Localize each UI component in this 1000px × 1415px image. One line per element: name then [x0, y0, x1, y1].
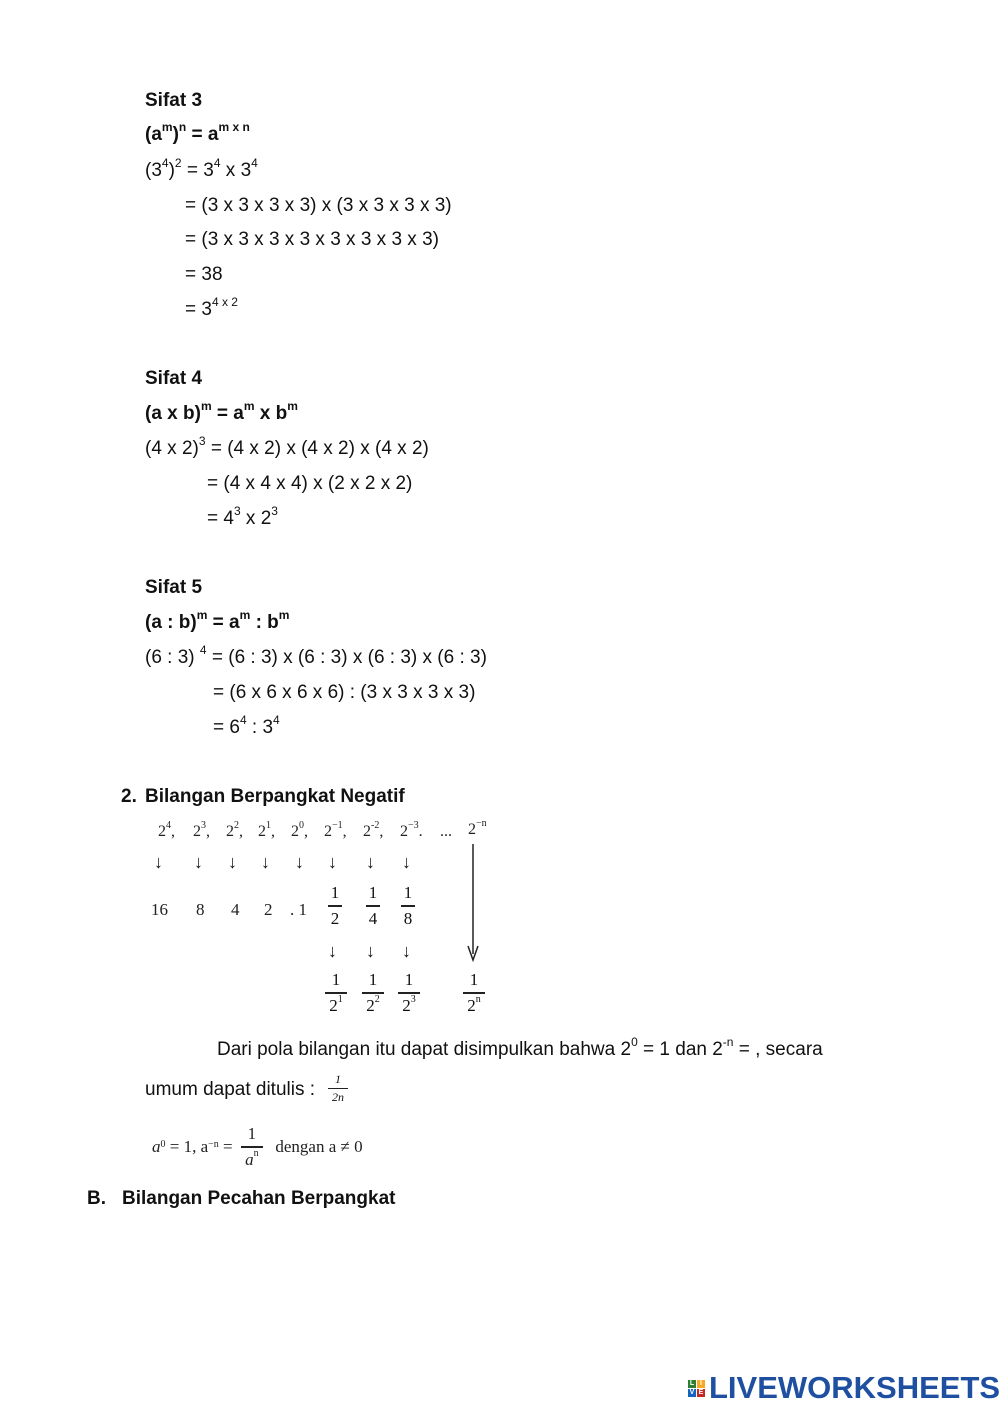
power-2-2: $2^2$,: [226, 819, 243, 840]
sifat3-step1: = (3 x 3 x 3 x 3) x (3 x 3 x 3 x 3): [185, 195, 452, 216]
down-arrow-icon: ↓: [194, 852, 203, 872]
value-2: 2: [264, 900, 273, 919]
power-2-neg3: $2^{-3}$.: [400, 819, 423, 840]
logo-text: LIVEWORKSHEETS: [709, 1370, 1000, 1405]
power-2-0: $2^0$,: [291, 819, 308, 840]
power-2-neg2: $2^{-2}$,: [363, 819, 384, 840]
power-2-1: $2^1$,: [258, 819, 275, 840]
value-16: 16: [151, 900, 168, 919]
conclusion-text: Dari pola bilangan itu dapat disimpulkan bahwa $2^0 = 1$ dan $2^{-n}$ = , secara: [217, 1034, 823, 1060]
sifat3-step2: = (3 x 3 x 3 x 3 x 3 x 3 x 3 x 3): [185, 229, 439, 250]
sifat3-example: $(3^4)^2 = 3^4$ x $3^4$: [145, 155, 258, 181]
sifat5-step1: = (6 x 6 x 6 x 6) : (3 x 3 x 3 x 3): [213, 682, 476, 703]
fraction-1-over-2-pow-3: 1 $2^3$: [398, 970, 420, 1016]
fraction-1-over-2-pow-n: 1 2$^n$: [463, 970, 485, 1016]
sifat5-title: Sifat 5: [145, 577, 203, 598]
sifat5-formula: (a : $b)^m = a^m$ : $b^m$: [145, 607, 290, 633]
sifat3-title: Sifat 3: [145, 90, 203, 111]
sifat4-title: Sifat 4: [145, 368, 203, 389]
logo-grid-icon: L I V E: [689, 1379, 704, 1396]
down-arrow-icon: ↓: [295, 852, 304, 872]
general-text: umum dapat ditulis :: [145, 1079, 316, 1100]
down-arrow-icon: ↓: [154, 852, 163, 872]
fraction-1-4: 1 4: [366, 883, 380, 929]
power-2-neg-n: $2^{-n}$: [468, 817, 487, 838]
sifat3-step3: = 38: [185, 264, 223, 285]
down-arrow-icon: ↓: [328, 852, 337, 872]
sifat4-example: (4 x 2)$^3$ = (4 x 2) x (4 x 2) x (4 x 2): [145, 433, 429, 459]
down-arrow-icon: ↓: [261, 852, 270, 872]
fraction-1-8: 1 8: [401, 883, 415, 929]
sifat3-formula: $(a^m)^n = a^{m x n}$: [145, 119, 250, 145]
section2-number: 2.: [121, 786, 137, 807]
sectionB-letter: B.: [87, 1188, 106, 1209]
liveworksheets-logo: [688, 1370, 1000, 1406]
down-arrow-icon: ↓: [402, 941, 411, 961]
power-2-3: $2^3$,: [193, 819, 210, 840]
long-down-arrow-icon: [466, 842, 480, 964]
sifat3-step4: = $3^{4 x 2}$: [185, 294, 238, 320]
sifat4-step2: = $4^3$ x $2^3$: [207, 503, 278, 529]
down-arrow-icon: ↓: [228, 852, 237, 872]
fraction-1-over-2-pow-2: 1 $2^2$: [362, 970, 384, 1016]
sectionB-title: Bilangan Pecahan Berpangkat: [122, 1188, 396, 1209]
sifat5-step2: = $6^4$ : $3^4$: [213, 712, 280, 738]
ellipsis: ...: [440, 823, 452, 840]
general-fraction: 1 2n: [328, 1072, 348, 1105]
down-arrow-icon: ↓: [328, 941, 337, 961]
power-2-4: $2^4$,: [158, 819, 175, 840]
down-arrow-icon: ↓: [366, 852, 375, 872]
fraction-1-over-2-pow-1: 1 $2^1$: [325, 970, 347, 1016]
value-1: . 1: [290, 900, 307, 919]
down-arrow-icon: ↓: [366, 941, 375, 961]
sifat4-formula: (a x $b)^m = a^m$ x $b^m$: [145, 398, 298, 424]
down-arrow-icon: ↓: [402, 852, 411, 872]
section2-title: Bilangan Berpangkat Negatif: [145, 786, 405, 807]
value-8: 8: [196, 900, 205, 919]
fraction-1-2: 1 2: [328, 883, 342, 929]
value-4: 4: [231, 900, 240, 919]
sifat4-step1: = (4 x 4 x 4) x (2 x 2 x 2): [207, 473, 413, 494]
sifat5-example: (6 : 3) $^4$ = (6 : 3) x (6 : 3) x (6 : 3) x (6 : 3): [145, 642, 487, 668]
negative-exponent-rule: a $^0$ = 1, a $^{-n}$ = 1 $a^n$ dengan a ≠ 0: [152, 1124, 363, 1169]
power-2-neg1: $2^{-1}$,: [324, 819, 347, 840]
